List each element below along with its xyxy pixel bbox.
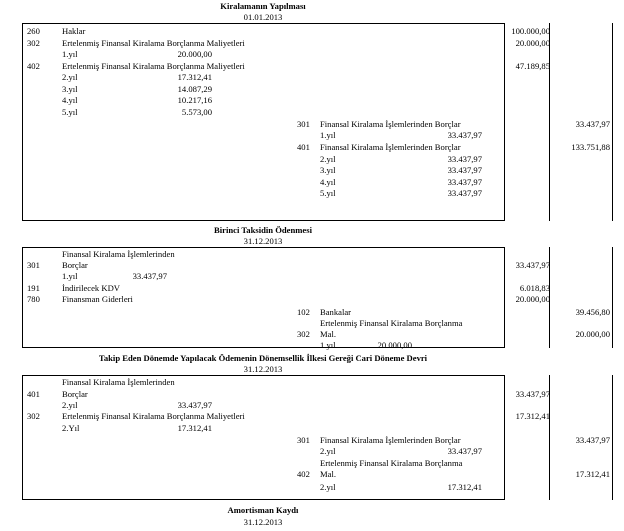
sub-year-label: 2.yıl [320, 482, 336, 492]
account-name: Finansman Giderleri [62, 294, 133, 304]
account-code: 401 [297, 142, 310, 152]
account-name: Mal. [320, 329, 336, 339]
debit-amount: 100.000,00 [511, 26, 550, 36]
account-name: Finansal Kiralama İşlemlerinden Borçlar [320, 119, 461, 129]
account-code: 260 [27, 26, 40, 36]
debit-amount: 20.000,00 [515, 38, 550, 48]
account-code: 301 [297, 435, 310, 445]
section-1-title: Kiralamanın Yapılması [220, 1, 306, 11]
credit-column-border [612, 247, 613, 348]
sub-year-label: 3.yıl [320, 165, 336, 175]
sub-year-label: 1.yıl [320, 340, 336, 350]
sub-year-label: 2.yıl [62, 72, 78, 82]
sub-year-label: 5.yıl [62, 107, 78, 117]
sub-year-label: 5.yıl [320, 188, 336, 198]
account-name: İndirilecek KDV [62, 283, 120, 293]
sub-year-label: 4.yıl [62, 95, 78, 105]
account-name: Mal. [320, 469, 336, 479]
sub-year-value: 20.000,00 [377, 340, 412, 350]
account-code: 402 [27, 61, 40, 71]
account-name: Borçlar [62, 389, 88, 399]
account-name: Ertelenmiş Finansal Kiralama Borçlanma Maliyetleri [62, 411, 245, 421]
sub-year-value: 33.437,97 [447, 188, 482, 198]
account-code: 302 [27, 38, 40, 48]
account-code: 780 [27, 294, 40, 304]
section-1-date: 01.01.2013 [243, 12, 283, 22]
debit-amount: 17.312,41 [515, 411, 550, 421]
account-name: Ertelenmiş Finansal Kiralama Borçlanma Maliyetleri [62, 61, 245, 71]
account-code: 302 [297, 329, 310, 339]
sub-year-value: 14.087,29 [177, 84, 212, 94]
account-name: Ertelenmiş Finansal Kiralama Borçlanma Maliyetleri [62, 38, 245, 48]
account-code: 102 [297, 307, 310, 317]
account-name: Ertelenmiş Finansal Kiralama Borçlanma [320, 318, 463, 328]
credit-amount: 17.312,41 [575, 469, 610, 479]
account-name: Finansal Kiralama İşlemlerinden [62, 249, 175, 259]
debit-amount: 33.437,97 [515, 389, 550, 399]
section-2-date: 31.12.2013 [243, 236, 283, 246]
account-name: Finansal Kiralama İşlemlerinden Borçlar [320, 435, 461, 445]
sub-year-value: 33.437,97 [447, 177, 482, 187]
account-name: Finansal Kiralama İşlemlerinden [62, 377, 175, 387]
credit-column-border [612, 375, 613, 500]
account-name: Borçlar [62, 260, 88, 270]
sub-year-label: 1.yıl [62, 271, 78, 281]
sub-year-value: 33.437,97 [177, 400, 212, 410]
sub-year-value: 17.312,41 [177, 423, 212, 433]
account-name: Ertelenmiş Finansal Kiralama Borçlanma [320, 458, 463, 468]
section-4-title: Amortisman Kaydı [227, 505, 299, 515]
debit-amount: 20.000,00 [515, 294, 550, 304]
account-code: 301 [297, 119, 310, 129]
sub-year-label: 2.yıl [320, 154, 336, 164]
account-name: Finansal Kiralama İşlemlerinden Borçlar [320, 142, 461, 152]
sub-year-label: 2.yıl [62, 400, 78, 410]
section-2-title: Birinci Taksidin Ödenmesi [214, 225, 312, 235]
debit-amount: 6.018,83 [519, 283, 550, 293]
credit-amount: 20.000,00 [575, 329, 610, 339]
sub-year-value: 17.312,41 [177, 72, 212, 82]
section-3-title: Takip Eden Dönemde Yapılacak Ödemenin Dönemsellik İlkesi Gereği Cari Döneme Devri [98, 353, 428, 363]
sub-year-value: 33.437,97 [132, 271, 167, 281]
section-3-date: 31.12.2013 [243, 364, 283, 374]
account-code: 301 [27, 260, 40, 270]
account-code: 191 [27, 283, 40, 293]
credit-amount: 33.437,97 [575, 119, 610, 129]
section-4-date: 31.12.2013 [243, 517, 283, 527]
account-name: Bankalar [320, 307, 352, 317]
sub-year-value: 33.437,97 [447, 130, 482, 140]
debit-amount: 47.189,85 [515, 61, 550, 71]
sub-year-label: 2.yıl [320, 446, 336, 456]
sub-year-value: 33.437,97 [447, 165, 482, 175]
sub-year-value: 33.437,97 [447, 446, 482, 456]
sub-year-label: 2.Yıl [62, 423, 80, 433]
account-code: 402 [297, 469, 310, 479]
sub-year-value: 33.437,97 [447, 154, 482, 164]
sub-year-label: 1.yıl [62, 49, 78, 59]
sub-year-value: 10.217,16 [177, 95, 212, 105]
credit-amount: 133.751,88 [571, 142, 610, 152]
account-code: 302 [27, 411, 40, 421]
account-code: 401 [27, 389, 40, 399]
sub-year-label: 1.yıl [320, 130, 336, 140]
sub-year-value: 20.000,00 [177, 49, 212, 59]
sub-year-value: 17.312,41 [447, 482, 482, 492]
credit-amount: 39.456,80 [575, 307, 610, 317]
sub-year-label: 3.yıl [62, 84, 78, 94]
credit-amount: 33.437,97 [575, 435, 610, 445]
debit-amount: 33.437,97 [515, 260, 550, 270]
sub-year-label: 4.yıl [320, 177, 336, 187]
account-name: Haklar [62, 26, 86, 36]
sub-year-value: 5.573,00 [181, 107, 212, 117]
credit-column-border [612, 23, 613, 221]
